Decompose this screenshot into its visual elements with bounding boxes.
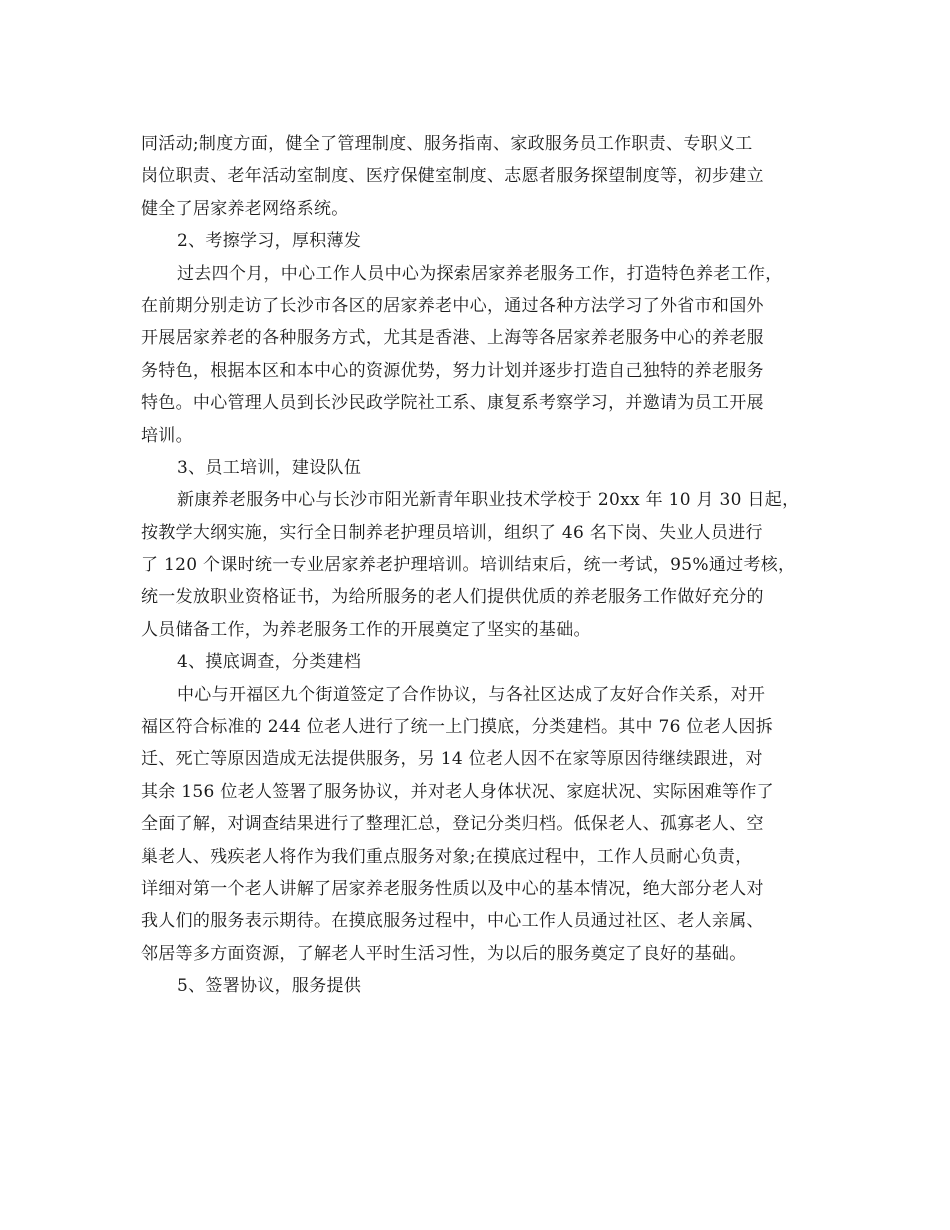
text-line: 详细对第一个老人讲解了居家养老服务性质以及中心的基本情况，绝大部分老人对 (141, 878, 764, 899)
text-line: 在前期分别走访了长沙市各区的居家养老中心，通过各种方法学习了外省市和国外 (141, 295, 764, 316)
text-line: 培训。 (141, 425, 193, 446)
text-line: 了 120 个课时统一专业居家养老护理培训。培训结束后，统一考试，95%通过考核， (141, 555, 796, 576)
paragraph-start-line: 中心与开福区九个街道签定了合作协议，与各社区达成了友好合作关系，对开 (177, 684, 766, 705)
text-line: 同活动;制度方面，健全了管理制度、服务指南、家政服务员工作职责、专职义工 (141, 134, 753, 154)
text-line: 全面了解，对调查结果进行了整理汇总，登记分类归档。低保老人、孤寡老人、空 (141, 814, 764, 835)
text-line: 其余 156 位老人签署了服务协议，并对老人身体状况、家庭状况、实际困难等作了 (141, 781, 774, 802)
text-line: 按教学大纲实施，实行全日制养老护理员培训，组织了 46 名下岗、失业人员进行 (141, 522, 763, 543)
paragraph-start-line: 过去四个月，中心工作人员中心为探索居家养老服务工作，打造特色养老工作， (177, 263, 783, 284)
paragraph-start-line: 4、摸底调查，分类建档 (177, 652, 362, 673)
text-line: 我人们的服务表示期待。在摸底服务过程中，中心工作人员通过社区、老人亲属、 (141, 911, 764, 932)
text-line: 统一发放职业资格证书，为给所服务的老人们提供优质的养老服务工作做好充分的 (141, 587, 764, 608)
text-line: 福区符合标准的 244 位老人进行了统一上门摸底，分类建档。其中 76 位老人因拆 (141, 717, 773, 738)
paragraph-start-line: 2、考擦学习，厚积薄发 (177, 231, 362, 252)
text-line: 人员储备工作，为养老服务工作的开展奠定了坚实的基础。 (141, 619, 591, 640)
paragraph-start-line: 5、签署协议，服务提供 (177, 976, 362, 997)
paragraph-start-line: 3、员工培训，建设队伍 (177, 457, 362, 478)
text-line: 迁、死亡等原因造成无法提供服务，另 14 位老人因不在家等原因待继续跟进，对 (141, 749, 763, 770)
paragraph-start-line: 新康养老服务中心与长沙市阳光新青年职业技术学校于 20xx 年 10 月 30 日起， (177, 490, 800, 511)
text-line: 健全了居家养老网络系统。 (141, 198, 349, 219)
document-body (141, 128, 821, 1003)
text-line: 邻居等多方面资源，了解老人平时生活习性，为以后的服务奠定了良好的基础。 (141, 943, 747, 964)
text-line: 特色。中心管理人员到长沙民政学院社工系、康复系考察学习，并邀请为员工开展 (141, 393, 764, 414)
text-line: 巢老人、残疾老人将作为我们重点服务对象;在摸底过程中，工作人员耐心负责， (141, 846, 753, 867)
text-line: 岗位职责、老年活动室制度、医疗保健室制度、志愿者服务探望制度等，初步建立 (141, 166, 764, 187)
text-line: 开展居家养老的各种服务方式，尤其是香港、上海等各居家养老服务中心的养老服 (141, 328, 764, 349)
text-line: 务特色，根据本区和本中心的资源优势，努力计划并逐步打造自己独特的养老服务 (141, 360, 764, 381)
